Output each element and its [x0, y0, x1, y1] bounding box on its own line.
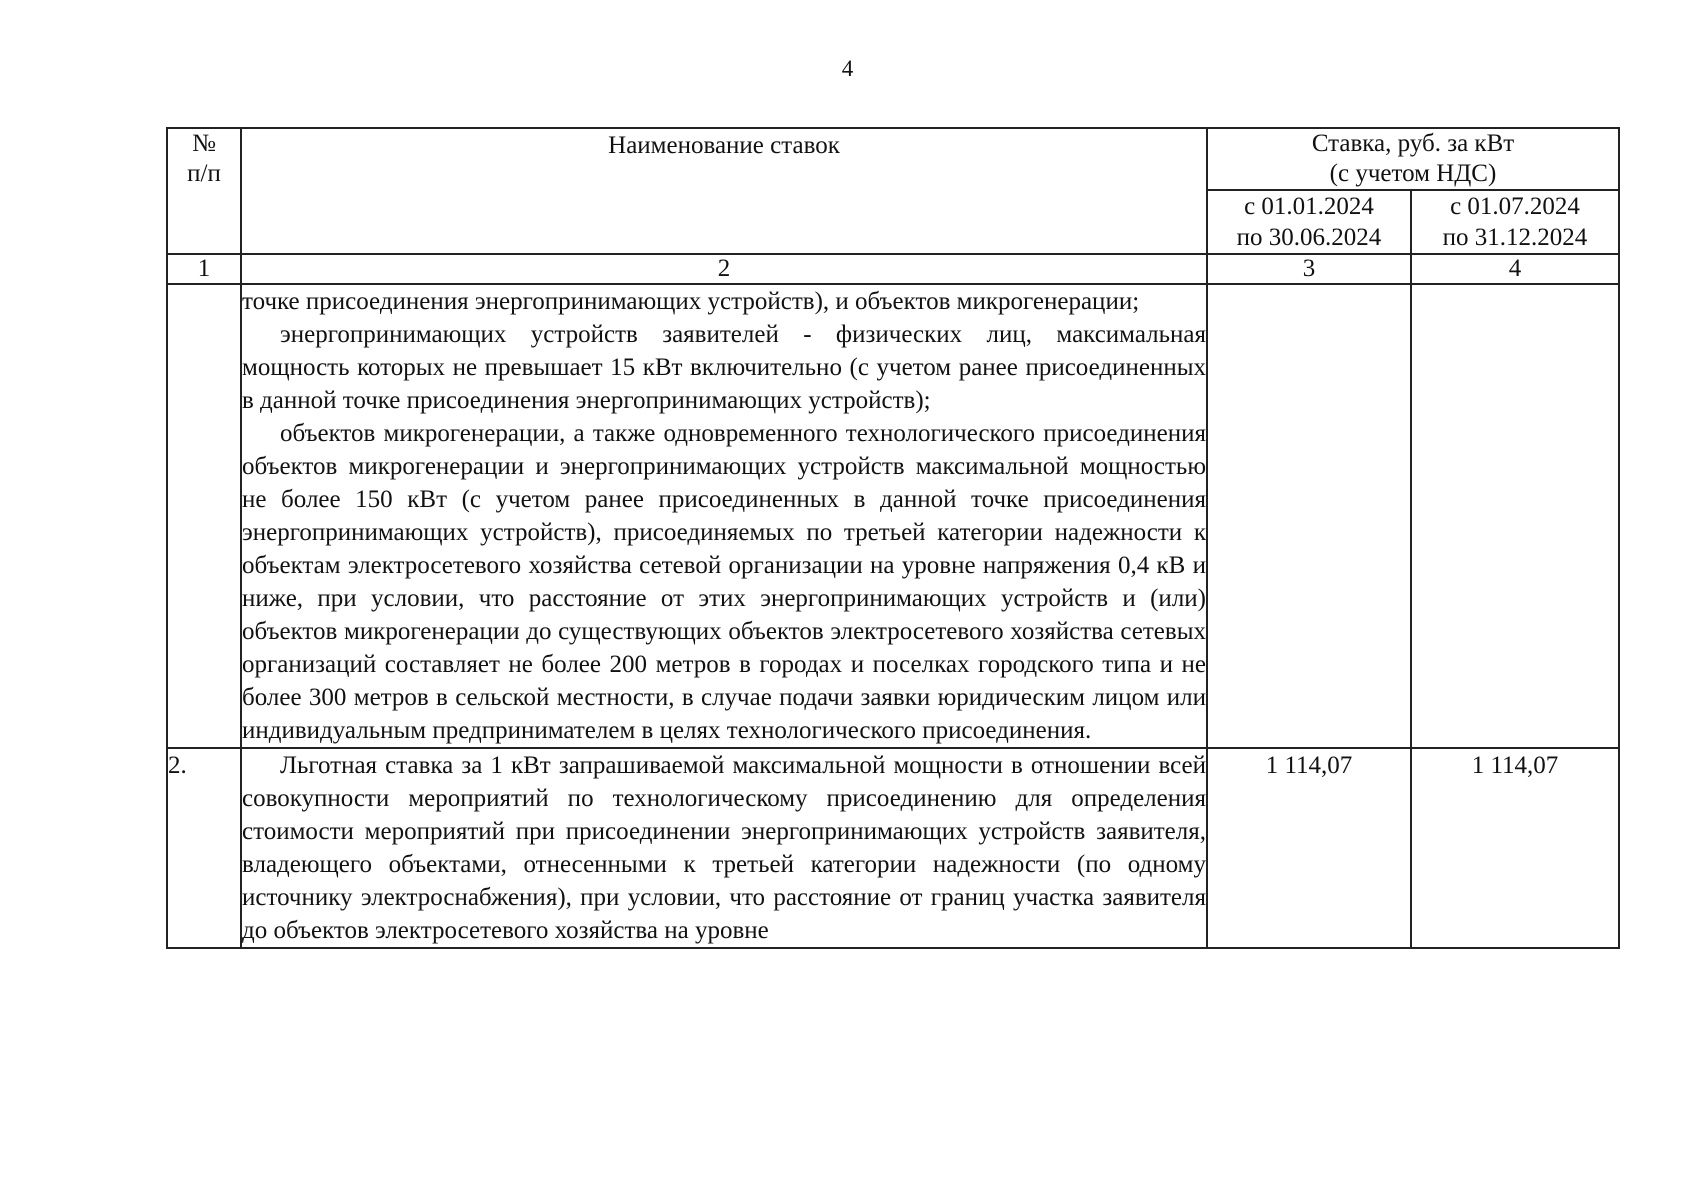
header-rate-cell [1207, 128, 1619, 190]
table-row [167, 748, 1619, 948]
header-period-2-cell [1411, 190, 1619, 254]
row-number [167, 284, 241, 748]
index-cell-3: 3 [1207, 254, 1411, 284]
index-cell-2: 2 [241, 254, 1207, 284]
header-name-cell [241, 128, 1207, 254]
rate-period-2 [1411, 284, 1619, 748]
header-period-2: с 01.07.2024 по 31.12.2024 [1442, 193, 1588, 251]
header-number: № п/п [187, 130, 221, 187]
index-cell-4: 4 [1411, 254, 1619, 284]
rate-period-1: 1 114,07 [1207, 748, 1411, 948]
description-paragraph: объектов микрогенерации, а также одновременного технологического присоединения объектов микрогенерации и энергопринимающих устройств максимальной мощностью не более 150 кВт (с учетом ранее присоединенных в данной точке присоединения энергопринимающих устройств), присоединяемых по третьей категории надежности к объектам электросетевого хозяйства сетевой организации на уровне напряжения 0,4 кВ и ниже, при условии, что расстояние от этих энергопринимающих устройств и (или) объектов микрогенерации до существующих объектов электросетевого хозяйства сетевых организаций составляет не более 200 метров в городах и поселках городского типа и не более 300 метров в сельской местности, в случае подачи заявки юридическим лицом или индивидуальным предпринимателем в целях технологического присоединения. [242, 420, 1206, 744]
description-paragraph: энергопринимающих устройств заявителей - физических лиц, максимальная мощность которых не превышает 15 кВт включительно (с учетом ранее присоединенных в данной точке присоединения энергопринимающих устройств); [242, 321, 1206, 414]
page-number: 4 [841, 56, 854, 81]
header-period-1-cell [1207, 190, 1411, 254]
rate-description [241, 748, 1207, 948]
table-row [167, 284, 1619, 748]
index-row [167, 254, 1619, 284]
tariff-table [166, 127, 1620, 949]
rate-period-1 [1207, 284, 1411, 748]
header-period-1: с 01.01.2024 по 30.06.2024 [1236, 193, 1382, 251]
description-paragraph: точке присоединения энергопринимающих устройств), и объектов микрогенерации; [242, 288, 1140, 315]
header-number-cell [167, 128, 241, 254]
header-name: Наименование ставок [608, 132, 840, 159]
description-paragraph: Льготная ставка за 1 кВт запрашиваемой максимальной мощности в отношении всей совокупности мероприятий по технологическому присоединению для определения стоимости мероприятий при присоединении энергопринимающих устройств заявителя, владеющего объектами, отнесенными к третьей категории надежности (по одному источнику электроснабжения), при условии, что расстояние от границ участка заявителя до объектов электросетевого хозяйства на уровне [242, 752, 1206, 944]
header-rate: Ставка, руб. за кВт (с учетом НДС) [1311, 130, 1515, 187]
header-row [167, 128, 1619, 190]
rate-period-2: 1 114,07 [1411, 748, 1619, 948]
index-cell-1: 1 [167, 254, 241, 284]
row-number: 2. [167, 748, 241, 948]
rate-description [241, 284, 1207, 748]
